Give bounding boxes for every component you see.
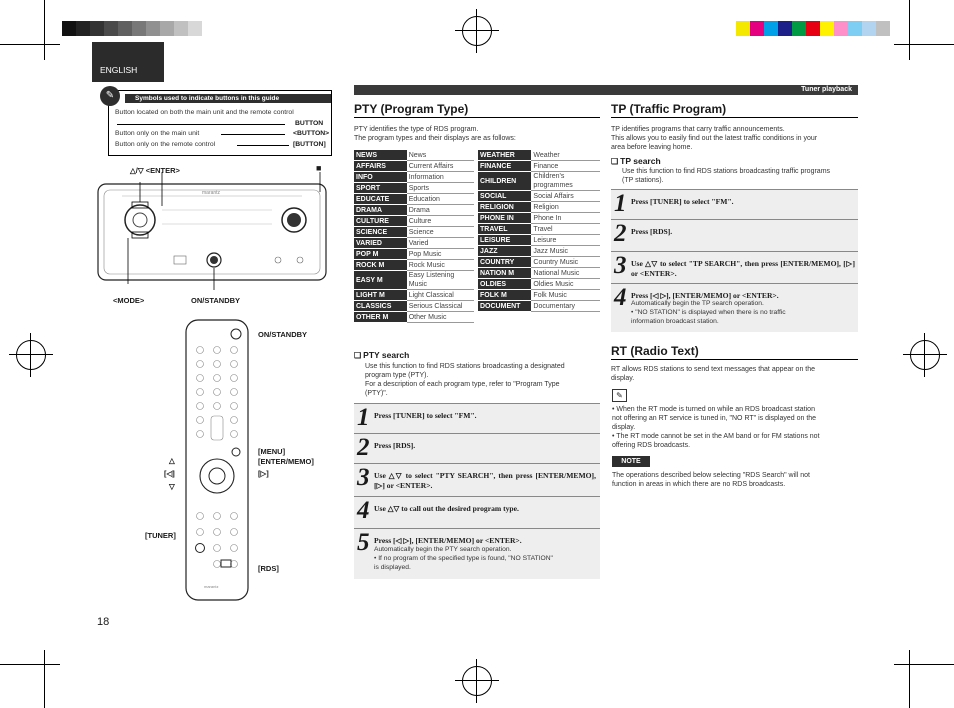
- pty-code: VARIED: [354, 238, 407, 249]
- pty-code: WEATHER: [478, 150, 531, 161]
- legend-row-text: Button only on the remote control: [115, 141, 216, 148]
- crop-mark: [894, 664, 954, 665]
- pty-search-desc: (PTY)".: [365, 390, 388, 397]
- registration-mark: [16, 340, 46, 370]
- label-on-standby-unit: ON/STANDBY: [191, 296, 241, 305]
- pty-display: Current Affairs: [407, 161, 474, 172]
- color-swatch: [862, 21, 876, 36]
- color-swatch: [876, 21, 890, 36]
- crop-mark: [44, 0, 45, 60]
- pty-code: OLDIES: [478, 279, 531, 290]
- pty-code: PHONE IN: [478, 213, 531, 224]
- crop-mark: [894, 44, 954, 45]
- pty-display: Country Music: [531, 257, 600, 268]
- pty-code: RELIGION: [478, 202, 531, 213]
- pty-row: [354, 290, 474, 301]
- color-swatch: [792, 21, 806, 36]
- label-updown-enter: △/▽ <ENTER>: [130, 166, 180, 175]
- legend-row-text: Button only on the main unit: [115, 130, 200, 137]
- crop-mark: [909, 650, 910, 708]
- pty-code: LIGHT M: [354, 290, 407, 301]
- pty-display: Serious Classical: [407, 301, 474, 312]
- pty-row: [478, 224, 600, 235]
- pty-search-title: ❏ PTY search: [354, 350, 409, 361]
- pty-code: DRAMA: [354, 205, 407, 216]
- pty-search-desc: For a description of each program type, refer to "Program Type: [365, 381, 560, 388]
- pty-row: [354, 216, 474, 227]
- pty-title: PTY (Program Type): [354, 102, 469, 116]
- pty-display: Phone In: [531, 213, 600, 224]
- pty-row: [354, 161, 474, 172]
- gray-swatch: [160, 21, 174, 36]
- pty-display: Social Affairs: [531, 191, 600, 202]
- legend-row-text: Button located on both the main unit and the remote control: [115, 109, 294, 116]
- pty-step: 1 Press [TUNER] to select "FM".: [354, 403, 600, 434]
- rt-bullet: • The RT mode cannot be set in the AM band or for FM stations not: [612, 433, 820, 440]
- pty-row: [354, 260, 474, 271]
- pty-code: JAZZ: [478, 246, 531, 257]
- pty-row: [354, 227, 474, 238]
- rt-bullet: offering RDS broadcasts.: [612, 442, 691, 449]
- pty-code: POP M: [354, 249, 407, 260]
- pty-code: FINANCE: [478, 161, 531, 172]
- rt-bullet: display.: [612, 424, 636, 431]
- pty-code: EDUCATE: [354, 194, 407, 205]
- crop-mark: [0, 44, 60, 45]
- pty-search-desc: Use this function to find RDS stations broadcasting a designated: [365, 363, 565, 370]
- pty-display: Folk Music: [531, 290, 600, 301]
- registration-mark: [910, 340, 940, 370]
- gray-swatch: [188, 21, 202, 36]
- pty-row: [478, 235, 600, 246]
- pty-code: NATION M: [478, 268, 531, 279]
- pty-row: [478, 290, 600, 301]
- pty-code: FOLK M: [478, 290, 531, 301]
- pty-display: Rock Music: [407, 260, 474, 271]
- pty-row: [478, 246, 600, 257]
- tp-step: 2 Press [RDS].: [611, 219, 858, 252]
- label-tuner: [TUNER]: [145, 531, 176, 540]
- pty-code: SCIENCE: [354, 227, 407, 238]
- pty-code: SOCIAL: [478, 191, 531, 202]
- symbols-legend-title: Symbols used to indicate buttons in this guide: [125, 94, 331, 103]
- rt-note: The operations described below selecting "RDS Search" will not: [612, 472, 810, 479]
- pty-row: [354, 312, 474, 323]
- page-number: 18: [97, 616, 110, 628]
- pty-row: [478, 213, 600, 224]
- label-menu: [MENU]: [258, 447, 286, 456]
- label-down: ▽: [169, 482, 175, 491]
- pty-display: Drama: [407, 205, 474, 216]
- pty-code: EASY M: [354, 271, 407, 290]
- label-rds: [RDS]: [258, 564, 279, 573]
- tp-search-desc: Use this function to find RDS stations broadcasting traffic programs: [622, 168, 831, 175]
- gray-swatch: [76, 21, 90, 36]
- pty-code: TRAVEL: [478, 224, 531, 235]
- section-header: Tuner playback: [801, 86, 852, 93]
- pty-display: Pop Music: [407, 249, 474, 260]
- rt-intro: RT allows RDS stations to send text messages that appear on the: [611, 366, 816, 373]
- tp-search-title: ❏ TP search: [611, 156, 661, 167]
- pty-row: [354, 249, 474, 260]
- pty-display: Light Classical: [407, 290, 474, 301]
- language-tab: ENGLISH: [92, 42, 164, 82]
- pty-row: [478, 279, 600, 290]
- pty-display: Children's programmes: [531, 172, 600, 191]
- tp-step: 1 Press [TUNER] to select "FM".: [611, 189, 858, 220]
- pty-intro-2: The program types and their displays are as follows:: [354, 135, 516, 142]
- legend-row-label: BUTTON: [295, 120, 324, 127]
- pty-row: [478, 191, 600, 202]
- label-on-standby-remote: ON/STANDBY: [258, 330, 308, 339]
- tp-intro: TP identifies programs that carry traffic announcements.: [611, 126, 785, 133]
- rt-bullet: not offering an RT service is tuned in, "NO RT" is displayed on the: [612, 415, 817, 422]
- pty-row: [478, 268, 600, 279]
- gray-swatch: [146, 21, 160, 36]
- rt-bullet: • When the RT mode is turned on while an RDS broadcast station: [612, 406, 815, 413]
- pty-display: National Music: [531, 268, 600, 279]
- pty-display: Jazz Music: [531, 246, 600, 257]
- pty-code: LEISURE: [478, 235, 531, 246]
- color-swatch: [806, 21, 820, 36]
- pty-display: Culture: [407, 216, 474, 227]
- gray-swatch: [62, 21, 76, 36]
- pty-table-right: [478, 150, 600, 312]
- legend-row-label: [BUTTON]: [293, 141, 326, 148]
- color-swatch: [848, 21, 862, 36]
- label-up: △: [169, 456, 175, 465]
- rt-note: function in areas in which there are no RDS broadcasts.: [612, 481, 786, 488]
- note-badge: NOTE: [612, 456, 650, 467]
- pty-row: [354, 301, 474, 312]
- label-left: [◁]: [164, 469, 175, 478]
- gray-swatch: [174, 21, 188, 36]
- rt-intro: display.: [611, 375, 635, 382]
- section-header-bar: [354, 85, 858, 95]
- rt-title: RT (Radio Text): [611, 344, 699, 358]
- legend-row-label: <BUTTON>: [293, 130, 330, 137]
- tp-title: TP (Traffic Program): [611, 102, 727, 116]
- label-mode: <MODE>: [113, 296, 145, 305]
- color-swatch: [778, 21, 792, 36]
- pty-code: CULTURE: [354, 216, 407, 227]
- color-swatch: [820, 21, 834, 36]
- pty-row: [354, 183, 474, 194]
- pty-step: 3 Use △▽ to select "PTY SEARCH", then press [ENTER/MEMO], [▷] or <ENTER>.: [354, 463, 600, 497]
- pty-display: Documentary: [531, 301, 600, 312]
- pty-table-left: [354, 150, 474, 323]
- tp-intro: This allows you to easily find out the latest traffic conditions in your: [611, 135, 818, 142]
- tp-step: 4 Press [◁ ▷], [ENTER/MEMO] or <ENTER>. Automatically begin the TP search operation. • "NO STATION" is displayed when there is no traffic information broadcast station.: [611, 283, 858, 332]
- tp-intro: area before leaving home.: [611, 144, 693, 151]
- pty-search-desc: program type (PTY).: [365, 372, 429, 379]
- pty-display: Science: [407, 227, 474, 238]
- pty-code: INFO: [354, 172, 407, 183]
- pty-code: OTHER M: [354, 312, 407, 323]
- pty-display: News: [407, 150, 474, 161]
- pty-display: Education: [407, 194, 474, 205]
- pty-display: Oldies Music: [531, 279, 600, 290]
- pty-code: DOCUMENT: [478, 301, 531, 312]
- pty-display: Other Music: [407, 312, 474, 323]
- gray-swatch: [90, 21, 104, 36]
- book-icon: ✎: [100, 86, 120, 106]
- pty-display: Finance: [531, 161, 600, 172]
- pty-row: [478, 172, 600, 191]
- pty-code: CHILDREN: [478, 172, 531, 191]
- pty-code: SPORT: [354, 183, 407, 194]
- pty-step: 5 Press [◁ ▷], [ENTER/MEMO] or <ENTER>. Automatically begin the PTY search operation. • If no program of the specified type is found, "NO STATION" is displayed.: [354, 528, 600, 579]
- pencil-icon: ✎: [612, 389, 627, 402]
- pty-code: NEWS: [354, 150, 407, 161]
- pty-display: Religion: [531, 202, 600, 213]
- pty-display: Leisure: [531, 235, 600, 246]
- remote-brand: marantz: [204, 584, 219, 589]
- label-square: ■: [316, 163, 322, 173]
- pty-step: 4 Use △▽ to call out the desired program type.: [354, 496, 600, 529]
- pty-display: Easy Listening Music: [407, 271, 474, 290]
- pty-display: Weather: [531, 150, 600, 161]
- color-swatch: [834, 21, 848, 36]
- pty-row: [354, 150, 474, 161]
- pty-display: Information: [407, 172, 474, 183]
- gray-swatch: [132, 21, 146, 36]
- pty-row: [354, 271, 474, 290]
- pty-row: [354, 172, 474, 183]
- pty-display: Varied: [407, 238, 474, 249]
- pty-display: Travel: [531, 224, 600, 235]
- tp-step: 3 Use △▽ to select "TP SEARCH", then press [ENTER/MEMO], [▷] or <ENTER>.: [611, 251, 858, 284]
- color-swatch: [764, 21, 778, 36]
- label-enter-memo: [ENTER/MEMO]: [258, 457, 314, 466]
- gray-swatch: [104, 21, 118, 36]
- pty-row: [478, 150, 600, 161]
- label-right: [▷]: [258, 469, 269, 478]
- unit-brand: marantz: [202, 190, 221, 196]
- registration-mark: [462, 16, 492, 46]
- main-unit-illustration: [92, 172, 332, 290]
- symbols-legend: [105, 90, 332, 156]
- pty-row: [478, 301, 600, 312]
- color-swatch: [736, 21, 750, 36]
- pty-row: [478, 161, 600, 172]
- gray-swatch: [118, 21, 132, 36]
- pty-step: 2 Press [RDS].: [354, 433, 600, 464]
- pty-row: [478, 257, 600, 268]
- pty-display: Sports: [407, 183, 474, 194]
- pty-row: [354, 205, 474, 216]
- color-swatch: [750, 21, 764, 36]
- pty-code: COUNTRY: [478, 257, 531, 268]
- pty-intro-1: PTY identifies the type of RDS program.: [354, 126, 479, 133]
- pty-code: CLASSICS: [354, 301, 407, 312]
- remote-control-illustration: [180, 316, 254, 606]
- crop-mark: [0, 664, 60, 665]
- pty-row: [478, 202, 600, 213]
- registration-mark: [462, 666, 492, 696]
- pty-row: [354, 238, 474, 249]
- crop-mark: [909, 0, 910, 60]
- tp-search-desc: (TP stations).: [622, 177, 664, 184]
- crop-mark: [44, 650, 45, 708]
- pty-code: ROCK M: [354, 260, 407, 271]
- pty-row: [354, 194, 474, 205]
- pty-code: AFFAIRS: [354, 161, 407, 172]
